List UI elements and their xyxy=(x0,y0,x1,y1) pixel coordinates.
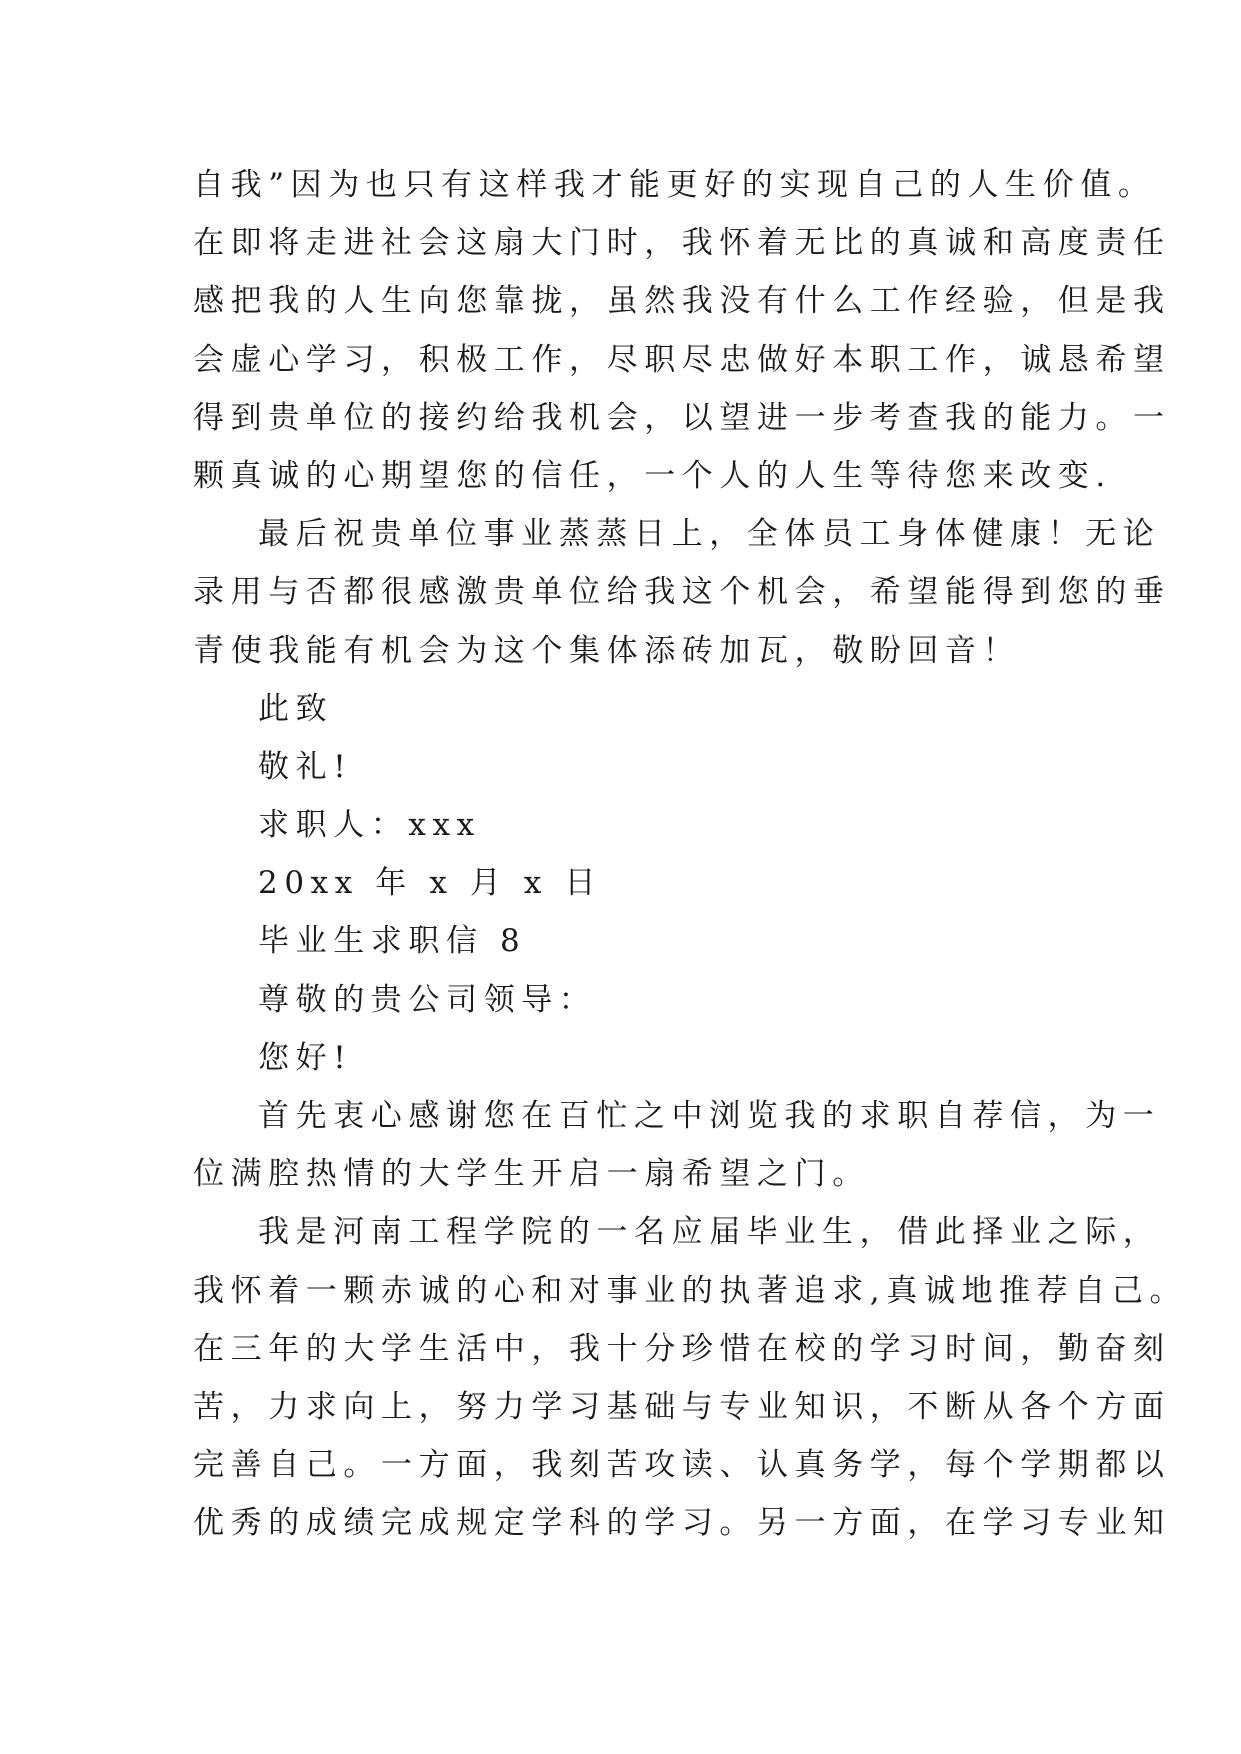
text-line: 20xx 年 x 月 x 日 xyxy=(258,865,603,902)
text-line: 我怀着一颗赤诚的心和对事业的执著追求,真诚地推荐自己。 xyxy=(193,1272,1188,1309)
text-line: 优秀的成绩完成规定学科的学习。另一方面，在学习专业知 xyxy=(193,1505,1171,1542)
text-line: 您好! xyxy=(258,1039,353,1076)
text-line: 位满腔热情的大学生开启一扇希望之门。 xyxy=(193,1156,870,1193)
document-body xyxy=(193,156,1188,1553)
text-line: 录用与否都很感激贵单位给我这个机会，希望能得到您的垂 xyxy=(193,574,1171,611)
text-line: 青使我能有机会为这个集体添砖加瓦，敬盼回音！ xyxy=(193,632,1021,669)
text-line: 在即将走进社会这扇大门时，我怀着无比的真诚和高度责任 xyxy=(193,225,1171,262)
text-line: 最后祝贵单位事业蒸蒸日上，全体员工身体健康！无论 xyxy=(258,516,1161,553)
text-line: 感把我的人生向您靠拢，虽然我没有什么工作经验，但是我 xyxy=(193,283,1171,320)
text-line: 自我”因为也只有这样我才能更好的实现自己的人生价值。 xyxy=(193,167,1156,203)
text-line: 完善自己。一方面，我刻苦攻读、认真务学，每个学期都以 xyxy=(193,1447,1171,1484)
text-line: 得到贵单位的接约给我机会，以望进一步考查我的能力。一 xyxy=(193,399,1171,436)
text-line: 颗真诚的心期望您的信任，一个人的人生等待您来改变. xyxy=(193,457,1112,494)
text-line: 毕业生求职信 8 xyxy=(258,923,527,960)
text-line: 苦，力求向上，努力学习基础与专业知识，不断从各个方面 xyxy=(193,1388,1171,1425)
text-line: 在三年的大学生活中，我十分珍惜在校的学习时间，勤奋刻 xyxy=(193,1330,1171,1367)
text-line: 首先衷心感谢您在百忙之中浏览我的求职自荐信，为一 xyxy=(258,1098,1161,1134)
text-line: 此致 xyxy=(258,690,334,727)
text-line: 我是河南工程学院的一名应届毕业生，借此择业之际， xyxy=(258,1214,1161,1251)
text-line: 敬礼! xyxy=(258,748,353,785)
text-line: 尊敬的贵公司领导： xyxy=(258,981,597,1018)
text-line: 会虚心学习，积极工作，尽职尽忠做好本职工作，诚恳希望 xyxy=(193,341,1171,378)
text-line: 求职人：xxx xyxy=(258,807,481,844)
